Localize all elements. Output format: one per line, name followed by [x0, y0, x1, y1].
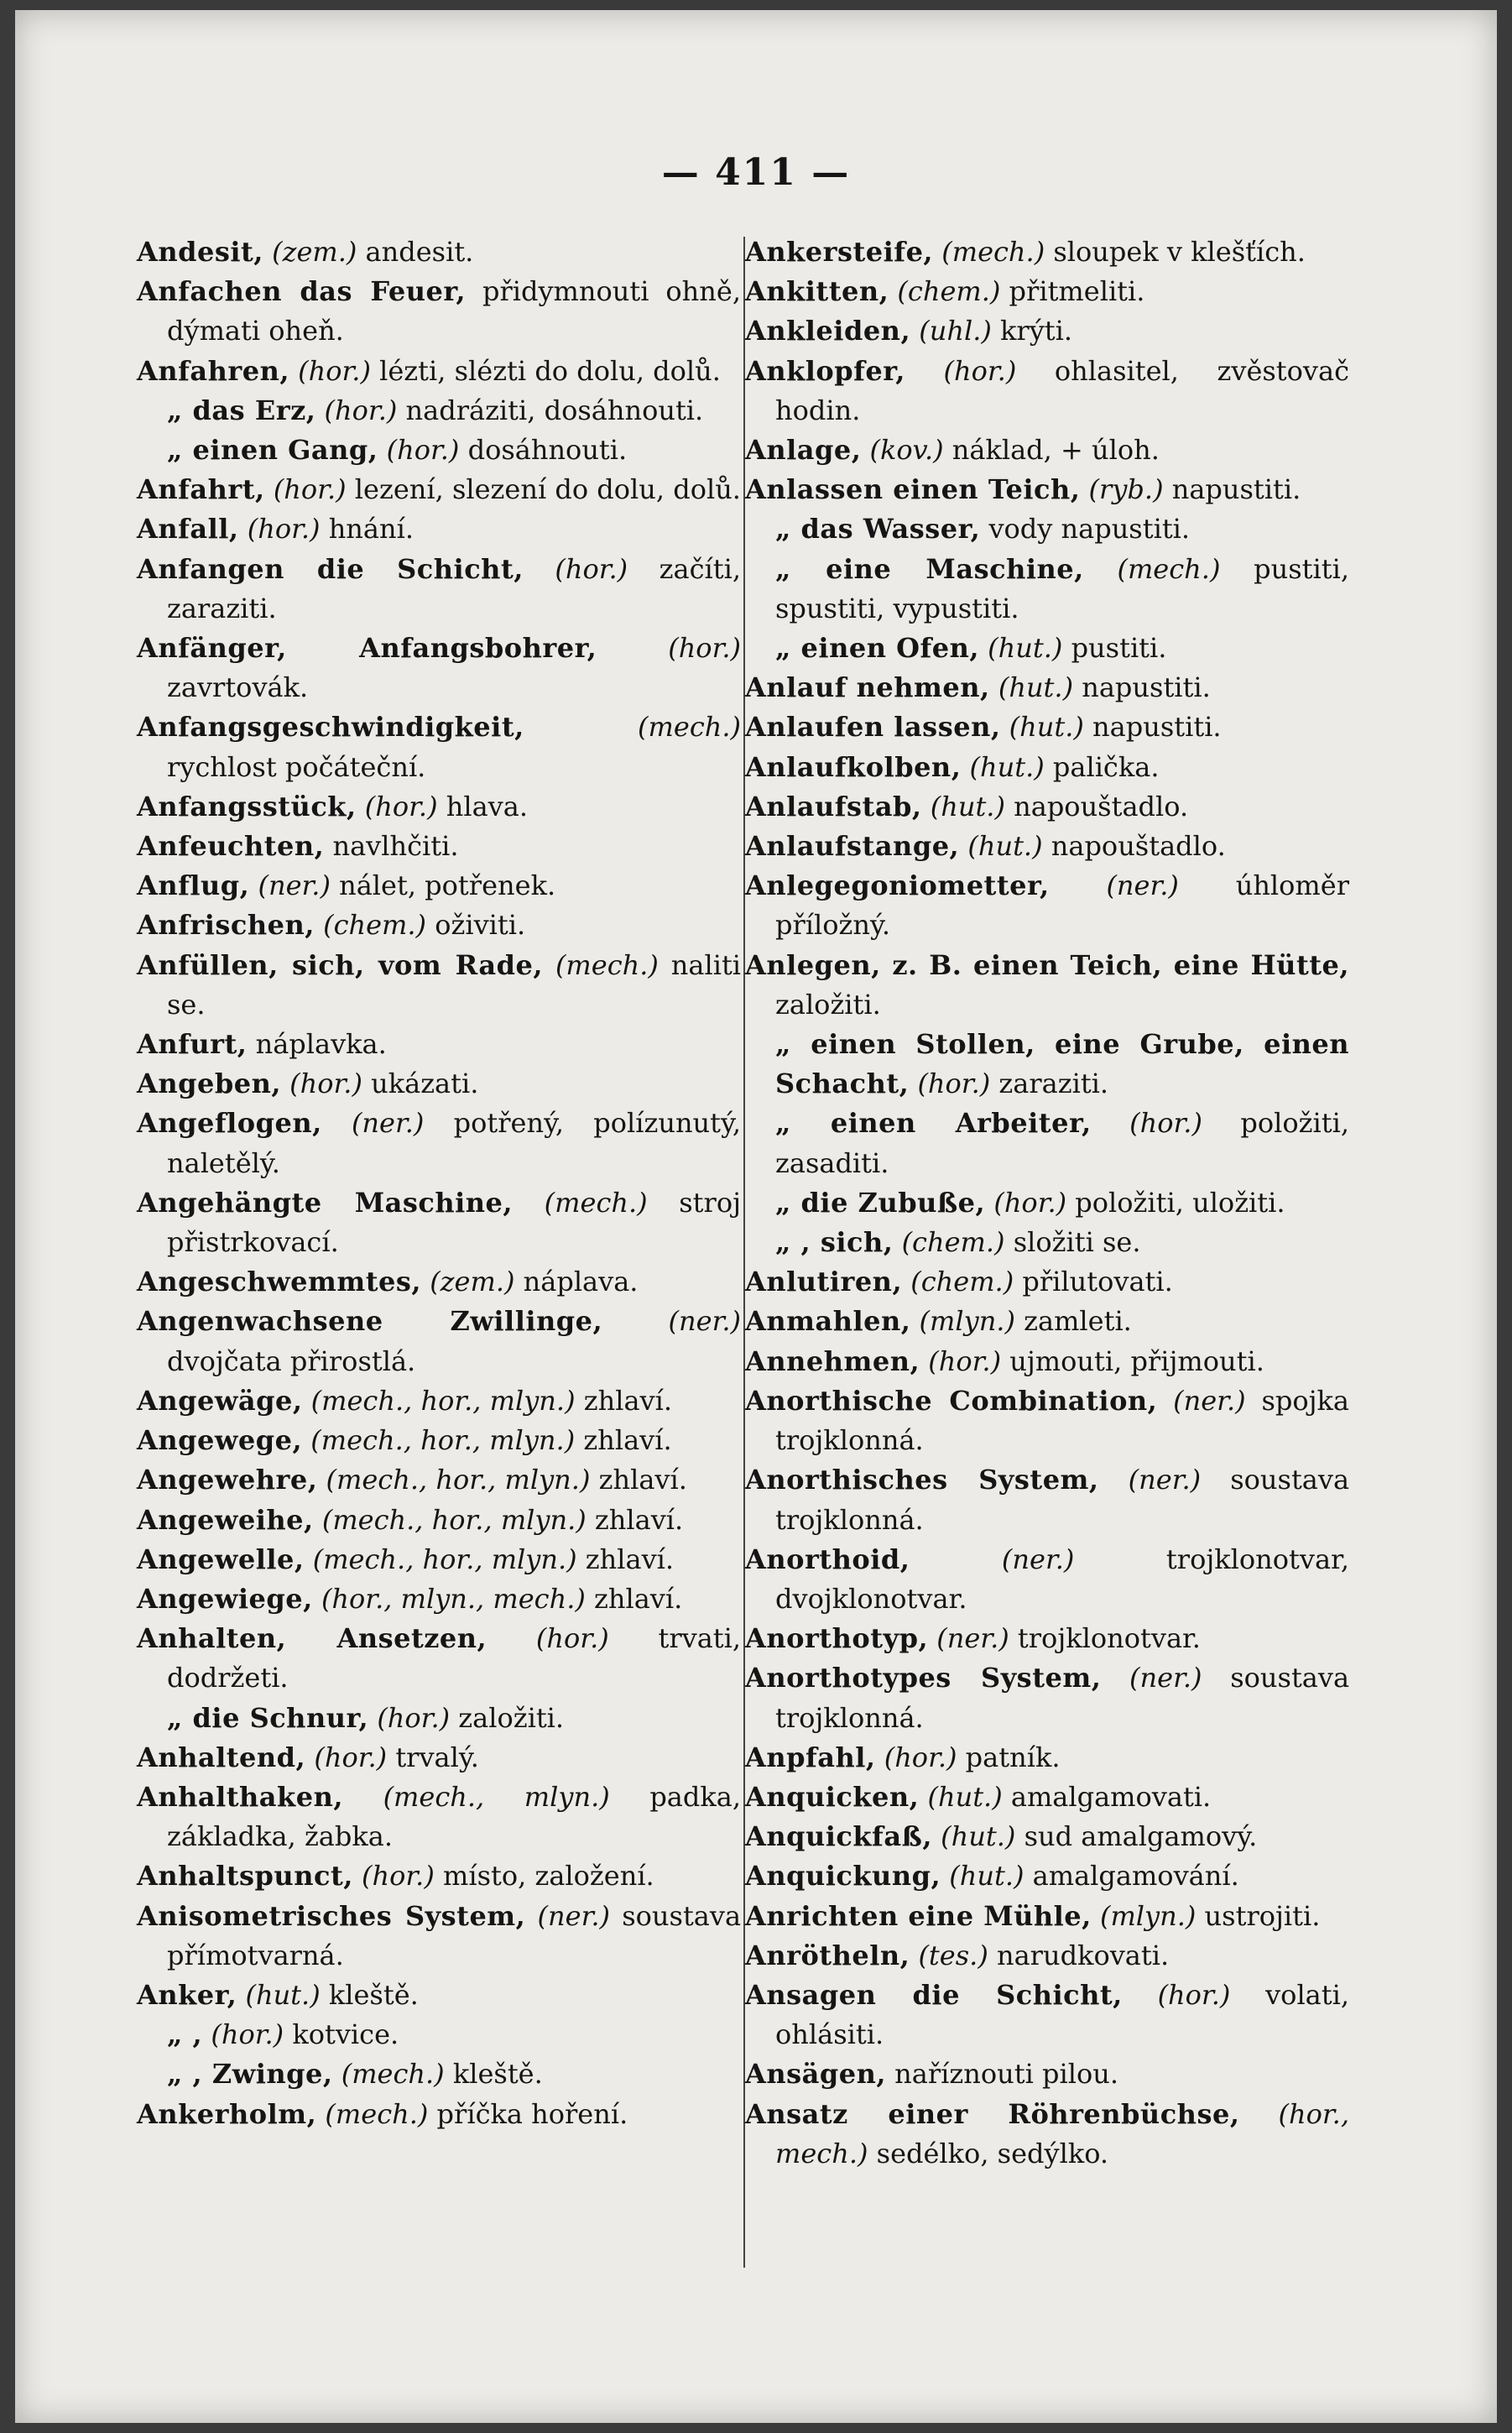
entry-field-abbreviation: (mech., mlyn.): [383, 1780, 610, 1813]
entry-translation: trvati, dodržeti.: [167, 1622, 742, 1694]
dictionary-entry: [137, 1025, 741, 1064]
entry-field-abbreviation: (ner.): [936, 1622, 1009, 1655]
entry-field-abbreviation: (hut.): [998, 671, 1074, 704]
entry-field-abbreviation: (ner.): [1001, 1543, 1075, 1575]
entry-translation: kleště.: [452, 2058, 543, 2091]
entry-translation: zamleti.: [1024, 1305, 1132, 1338]
entry-field-abbreviation: (zem.): [272, 236, 357, 268]
entry-field-abbreviation: (mech., hor., mlyn.): [326, 1464, 591, 1496]
entry-headword: Anlaufkolben,: [745, 750, 962, 783]
dictionary-entry: [745, 232, 1349, 272]
entry-field-abbreviation: (chem.): [323, 909, 427, 942]
entry-headword: Anmahlen,: [745, 1305, 911, 1338]
dictionary-entry: [137, 629, 741, 707]
entry-headword: „ , Zwinge,: [167, 2058, 333, 2091]
entry-translation: zhlaví.: [585, 1543, 675, 1575]
entry-translation: kleště.: [328, 1978, 419, 2011]
entry-headword: Annehmen,: [745, 1344, 920, 1377]
entry-headword: Ankersteife,: [745, 236, 934, 268]
entry-translation: náplava.: [523, 1266, 639, 1298]
dictionary-entry: [745, 1856, 1349, 1896]
dictionary-entry: [137, 1104, 741, 1183]
entry-field-abbreviation: (ner.): [1128, 1464, 1202, 1496]
dictionary-entry: [137, 1856, 741, 1896]
dictionary-entry: [745, 352, 1349, 431]
dictionary-entry: [745, 431, 1349, 470]
dictionary-entry: [137, 1501, 741, 1540]
entry-translation: spojka trojklonná.: [775, 1384, 1349, 1457]
entry-headword: Anisometrisches System,: [137, 1899, 526, 1932]
entry-translation: ustrojiti.: [1204, 1899, 1321, 1932]
entry-translation: zaraziti.: [998, 1068, 1109, 1100]
dictionary-entry: [137, 1381, 741, 1421]
entry-translation: zhlaví.: [583, 1384, 672, 1417]
dictionary-entry: [137, 787, 741, 827]
dictionary-entry: [745, 1778, 1349, 1817]
entry-headword: Anlaufstange,: [745, 830, 960, 863]
entry-field-abbreviation: (hor.): [273, 473, 347, 506]
entry-field-abbreviation: (mech.): [1117, 552, 1221, 585]
entry-headword: „ die Schnur,: [167, 1701, 369, 1734]
entry-translation: zhlaví.: [583, 1424, 672, 1457]
entry-translation: úhloměr příložný.: [775, 869, 1349, 942]
entry-field-abbreviation: (hor.): [1129, 1107, 1202, 1140]
entry-headword: Anlage,: [745, 434, 862, 467]
entry-headword: „ einen Ofen,: [775, 632, 979, 665]
entry-field-abbreviation: (ner.): [258, 869, 331, 902]
entry-field-abbreviation: (ryb.): [1088, 473, 1164, 506]
entry-field-abbreviation: (tes.): [918, 1939, 988, 1971]
entry-field-abbreviation: (hut.): [967, 830, 1043, 863]
entry-translation: rychlost počáteční.: [167, 750, 426, 783]
entry-headword: Angewäge,: [137, 1384, 303, 1417]
entry-translation: napouštadlo.: [1014, 790, 1189, 822]
entry-field-abbreviation: (hut.): [988, 632, 1063, 665]
entry-headword: Anfänger, Anfangsbohrer,: [137, 632, 597, 665]
entry-field-abbreviation: (mech.): [544, 1186, 648, 1219]
dictionary-entry: [137, 2095, 741, 2134]
entry-headword: Angeflogen,: [137, 1107, 322, 1140]
entry-field-abbreviation: (hut.): [245, 1978, 321, 2011]
dictionary-entry: [137, 1262, 741, 1302]
entry-translation: příčka hoření.: [436, 2097, 628, 2130]
entry-headword: Ansagen die Schicht,: [745, 1978, 1123, 2011]
entry-field-abbreviation: (mech.): [341, 2058, 445, 2091]
entry-translation: trojklonotvar, dvojklonotvar.: [775, 1543, 1349, 1615]
entry-translation: zavrtovák.: [167, 671, 309, 704]
dictionary-entry: [137, 1976, 741, 2015]
dictionary-entry: [745, 509, 1349, 549]
dictionary-entry: [745, 272, 1349, 311]
entry-headword: Ansatz einer Röhrenbüchse,: [745, 2097, 1240, 2130]
entry-field-abbreviation: (chem.): [910, 1266, 1014, 1298]
dictionary-entry: [745, 1183, 1349, 1223]
entry-field-abbreviation: (hor.): [364, 790, 438, 822]
dictionary-entry: [745, 827, 1349, 866]
entry-translation: dosáhnouti.: [467, 434, 628, 467]
entry-headword: Anfüllen, sich, vom Rade,: [137, 948, 544, 981]
entry-translation: trojklonotvar.: [1017, 1622, 1201, 1655]
entry-headword: Anlaufen lassen,: [745, 711, 1001, 744]
entry-translation: lézti, slézti do dolu, dolů.: [379, 354, 721, 387]
entry-translation: zhlaví.: [594, 1503, 684, 1536]
entry-field-abbreviation: (mlyn.): [919, 1305, 1015, 1338]
entry-headword: Anhaltspunct,: [137, 1860, 353, 1893]
dictionary-entry: [745, 470, 1349, 509]
entry-field-abbreviation: (hor.): [917, 1068, 991, 1100]
entry-headword: Anrötheln,: [745, 1939, 910, 1971]
dictionary-entry: [137, 946, 741, 1025]
entry-headword: „ einen Arbeiter,: [775, 1107, 1092, 1140]
entry-field-abbreviation: (ner.): [1129, 1662, 1202, 1694]
entry-translation: napustiti.: [1082, 671, 1211, 704]
entry-translation: nálet, potřenek.: [339, 869, 556, 902]
entry-translation: vody napustiti.: [988, 513, 1191, 546]
entry-translation: hlava.: [446, 790, 528, 822]
entry-headword: Anfall,: [137, 513, 239, 546]
entry-translation: pustiti, spustiti, vypustiti.: [775, 552, 1350, 624]
dictionary-entry: [137, 550, 741, 629]
dictionary-entry: [745, 2095, 1349, 2174]
entry-field-abbreviation: (ner.): [1106, 869, 1179, 902]
dictionary-entry: [745, 629, 1349, 668]
entry-translation: přilutovati.: [1022, 1266, 1173, 1298]
entry-translation: sud amalgamový.: [1024, 1820, 1258, 1853]
dictionary-entry: [137, 431, 741, 470]
entry-translation: amalgamovati.: [1010, 1780, 1212, 1813]
entry-translation: složiti se.: [1013, 1226, 1141, 1259]
entry-headword: Anflug,: [137, 869, 250, 902]
entry-headword: Anker,: [137, 1978, 237, 2011]
entry-headword: Anquickung,: [745, 1860, 941, 1893]
dictionary-entry: [745, 1817, 1349, 1856]
dictionary-entry: [745, 946, 1349, 1025]
dictionary-entry: [137, 707, 741, 786]
entry-field-abbreviation: (hor.): [928, 1344, 1002, 1377]
entry-translation: potřený, polízunutý, naletělý.: [167, 1107, 742, 1179]
entry-translation: andesit.: [365, 236, 474, 268]
entry-translation: trvalý.: [395, 1741, 479, 1773]
entry-translation: položiti, uložiti.: [1075, 1186, 1285, 1219]
entry-headword: Anorthoid,: [745, 1543, 910, 1575]
dictionary-entry: [137, 1064, 741, 1104]
entry-translation: napouštadlo.: [1051, 830, 1226, 863]
dictionary-entry: [745, 1976, 1349, 2054]
entry-headword: „ ,: [167, 2018, 203, 2051]
entry-headword: Angeschwemmtes,: [137, 1266, 422, 1298]
dictionary-entry: [745, 748, 1349, 787]
entry-field-abbreviation: (ner.): [351, 1107, 425, 1140]
entry-translation: sloupek v klešťích.: [1053, 236, 1306, 268]
entry-headword: Anklopfer,: [745, 354, 905, 387]
entry-translation: krýti.: [1000, 315, 1073, 347]
entry-translation: hnání.: [328, 513, 414, 546]
entry-headword: Ankleiden,: [745, 315, 911, 347]
entry-field-abbreviation: (hut.): [949, 1860, 1025, 1893]
entry-headword: Anorthotypes System,: [745, 1662, 1102, 1694]
entry-translation: přitmeliti.: [1009, 275, 1145, 308]
entry-field-abbreviation: (chem.): [901, 1226, 1005, 1259]
entry-headword: Anfangsstück,: [137, 790, 357, 822]
dictionary-entry: [745, 1025, 1349, 1104]
dictionary-entry: [137, 1540, 741, 1579]
entry-field-abbreviation: (hut.): [930, 790, 1005, 822]
entry-headword: Anfrischen,: [137, 909, 315, 942]
entry-headword: Anorthisches System,: [745, 1464, 1099, 1496]
dictionary-entry: [745, 1302, 1349, 1341]
dictionary-entry: [137, 827, 741, 866]
entry-headword: Ankitten,: [745, 275, 889, 308]
entry-translation: naříznouti pilou.: [894, 2058, 1118, 2091]
entry-translation: narudkovati.: [996, 1939, 1170, 1971]
entry-field-abbreviation: (zem.): [430, 1266, 515, 1298]
entry-field-abbreviation: (hor.): [535, 1622, 609, 1655]
entry-headword: Ankerholm,: [137, 2097, 317, 2130]
entry-translation: soustava trojklonná.: [775, 1662, 1350, 1734]
page-number: — 411 —: [661, 151, 851, 194]
entry-field-abbreviation: (hor.): [289, 1068, 362, 1100]
entry-field-abbreviation: (hor.): [1157, 1978, 1231, 2011]
right-column: [745, 232, 1349, 2174]
dictionary-entry: [745, 311, 1349, 351]
entry-field-abbreviation: (hor.): [884, 1741, 957, 1773]
entry-translation: dvojčata přirostlá.: [167, 1344, 416, 1377]
entry-translation: založiti.: [458, 1701, 565, 1734]
dictionary-entry: [137, 1460, 741, 1500]
entry-headword: Anpfahl,: [745, 1741, 876, 1773]
entry-translation: ohlasitel, zvěstovač hodin.: [775, 354, 1350, 426]
dictionary-entry: [137, 391, 741, 431]
entry-headword: Anorthotyp,: [745, 1622, 929, 1655]
entry-translation: amalgamování.: [1032, 1860, 1239, 1893]
entry-translation: ukázati.: [371, 1068, 479, 1100]
entry-translation: soustava trojklonná.: [775, 1464, 1350, 1536]
entry-headword: Angewehre,: [137, 1464, 318, 1496]
dictionary-entry: [137, 1897, 741, 1976]
entry-headword: „ einen Stollen, eine Grube, einen Schacht,: [775, 1028, 1349, 1100]
dictionary-entry: [745, 707, 1349, 747]
entry-field-abbreviation: (mech., hor., mlyn.): [321, 1503, 587, 1536]
entry-field-abbreviation: (mech.): [325, 2097, 429, 2130]
entry-headword: Angehängte Maschine,: [137, 1186, 514, 1219]
entry-headword: Angewelle,: [137, 1543, 305, 1575]
entry-headword: Anquickfaß,: [745, 1820, 932, 1853]
entry-headword: Anhalten, Ansetzen,: [137, 1622, 487, 1655]
entry-field-abbreviation: (hor.): [211, 2018, 284, 2051]
entry-field-abbreviation: (hor., mlyn., mech.): [321, 1582, 586, 1615]
entry-field-abbreviation: (chem.): [897, 275, 1001, 308]
dictionary-entry: [745, 1936, 1349, 1976]
dictionary-entry: [137, 352, 741, 391]
entry-field-abbreviation: (hor., mech.): [775, 2097, 1349, 2169]
dictionary-entry: [137, 509, 741, 549]
entry-field-abbreviation: (hut.): [941, 1820, 1016, 1853]
entry-translation: založiti.: [775, 988, 881, 1021]
dictionary-entry: [137, 2054, 741, 2094]
entry-field-abbreviation: (ner.): [1173, 1384, 1246, 1417]
entry-headword: Anlauf nehmen,: [745, 671, 990, 704]
entry-field-abbreviation: (hut.): [927, 1780, 1003, 1813]
entry-headword: Angenwachsene Zwillinge,: [137, 1305, 603, 1338]
dictionary-entry: [745, 1342, 1349, 1381]
entry-field-abbreviation: (hor.): [314, 1741, 388, 1773]
dictionary-entry: [745, 787, 1349, 827]
entry-field-abbreviation: (hor.): [993, 1186, 1067, 1219]
entry-headword: Anquicken,: [745, 1780, 920, 1813]
entry-headword: Anlassen einen Teich,: [745, 473, 1081, 506]
entry-field-abbreviation: (uhl.): [919, 315, 992, 347]
entry-translation: naliti se.: [167, 948, 742, 1021]
entry-headword: Anfangen die Schicht,: [137, 552, 524, 585]
dictionary-entry: [745, 1658, 1349, 1737]
entry-headword: Andesit,: [137, 236, 263, 268]
entry-headword: Anlaufstab,: [745, 790, 922, 822]
left-column: [137, 232, 741, 2134]
entry-headword: Anfeuchten,: [137, 830, 325, 863]
entry-translation: lezení, slezení do dolu, dolů.: [354, 473, 741, 506]
entry-field-abbreviation: (mech., hor., mlyn.): [310, 1384, 576, 1417]
entry-translation: sedélko, sedýlko.: [876, 2137, 1109, 2169]
dictionary-page: [15, 10, 1497, 2423]
dictionary-entry: [137, 232, 741, 272]
entry-translation: padka, základka, žabka.: [167, 1780, 741, 1853]
entry-translation: zhlaví.: [594, 1582, 683, 1615]
entry-headword: Anfachen das Feuer,: [137, 275, 467, 308]
entry-field-abbreviation: (hor.): [298, 354, 371, 387]
entry-field-abbreviation: (mech., hor., mlyn.): [312, 1543, 577, 1575]
dictionary-entry: [137, 1699, 741, 1738]
entry-headword: Anlegegoniometter,: [745, 869, 1050, 902]
entry-translation: pustiti.: [1071, 632, 1167, 665]
dictionary-entry: [137, 1183, 741, 1262]
entry-field-abbreviation: (hor.): [324, 394, 398, 426]
dictionary-entry: [137, 272, 741, 351]
entry-headword: Anlegen, z. B. einen Teich, eine Hütte,: [745, 948, 1349, 981]
entry-translation: kotvice.: [292, 2018, 399, 2051]
dictionary-entry: [745, 1223, 1349, 1262]
entry-field-abbreviation: (kov.): [869, 434, 944, 467]
dictionary-entry: [745, 1738, 1349, 1778]
entry-field-abbreviation: (hor.): [668, 632, 741, 665]
entry-headword: Angeweihe,: [137, 1503, 314, 1536]
dictionary-entry: [745, 1460, 1349, 1539]
entry-headword: „ einen Gang,: [167, 434, 378, 467]
entry-translation: místo, založení.: [443, 1860, 654, 1893]
entry-translation: stroj přistrkovací.: [167, 1186, 742, 1259]
entry-translation: napustiti.: [1092, 711, 1222, 744]
dictionary-entry: [137, 1619, 741, 1698]
entry-translation: položiti, zasaditi.: [775, 1107, 1350, 1179]
entry-field-abbreviation: (mech.): [638, 711, 741, 744]
dictionary-entry: [137, 2015, 741, 2054]
dictionary-entry: [745, 1540, 1349, 1619]
entry-headword: Anfurt,: [137, 1028, 248, 1061]
entry-headword: Anlutiren,: [745, 1266, 903, 1298]
entry-translation: začíti, zaraziti.: [167, 552, 742, 624]
entry-field-abbreviation: (hor.): [555, 552, 628, 585]
entry-translation: volati, ohlásiti.: [775, 1978, 1350, 2051]
entry-translation: nadráziti, dosáhnouti.: [405, 394, 704, 426]
entry-translation: náplavka.: [255, 1028, 387, 1061]
entry-headword: „ die Zubuße,: [775, 1186, 986, 1219]
dictionary-entry: [745, 550, 1349, 629]
entry-field-abbreviation: (hor.): [247, 513, 321, 546]
entry-field-abbreviation: (hor.): [362, 1860, 435, 1893]
entry-field-abbreviation: (hut.): [1009, 711, 1084, 744]
entry-headword: Angewiege,: [137, 1582, 313, 1615]
entry-field-abbreviation: (mech.): [941, 236, 1045, 268]
entry-headword: Angewege,: [137, 1424, 303, 1457]
entry-field-abbreviation: (ner.): [537, 1899, 610, 1932]
dictionary-entry: [137, 1579, 741, 1619]
dictionary-entry: [745, 1619, 1349, 1658]
dictionary-entry: [137, 866, 741, 906]
entry-translation: zhlaví.: [598, 1464, 687, 1496]
entry-field-abbreviation: (hor.): [943, 354, 1017, 387]
entry-headword: Anfahren,: [137, 354, 289, 387]
entry-headword: „ das Wasser,: [775, 513, 981, 546]
entry-translation: patník.: [965, 1741, 1061, 1773]
dictionary-entry: [745, 668, 1349, 707]
entry-headword: „ , sich,: [775, 1226, 894, 1259]
entry-field-abbreviation: (hor.): [386, 434, 460, 467]
dictionary-entry: [137, 1421, 741, 1460]
entry-headword: Anrichten eine Mühle,: [745, 1899, 1092, 1932]
dictionary-entry: [745, 1262, 1349, 1302]
entry-field-abbreviation: (hut.): [969, 750, 1045, 783]
entry-translation: palička.: [1052, 750, 1160, 783]
entry-translation: soustava přímotvarná.: [167, 1899, 742, 1971]
dictionary-entry: [137, 906, 741, 945]
entry-headword: „ das Erz,: [167, 394, 316, 426]
entry-field-abbreviation: (mech.): [555, 948, 659, 981]
dictionary-entry: [745, 866, 1349, 945]
entry-headword: Anfahrt,: [137, 473, 265, 506]
entry-field-abbreviation: (mlyn.): [1099, 1899, 1197, 1932]
entry-headword: Anfangsgeschwindigkeit,: [137, 711, 524, 744]
entry-headword: „ eine Maschine,: [775, 552, 1084, 585]
entry-translation: oživiti.: [435, 909, 526, 942]
dictionary-entry: [137, 1738, 741, 1778]
entry-translation: napustiti.: [1171, 473, 1301, 506]
entry-translation: navlhčiti.: [332, 830, 459, 863]
entry-translation: ujmouti, přijmouti.: [1009, 1344, 1264, 1377]
dictionary-entry: [745, 1381, 1349, 1460]
entry-headword: Anorthische Combination,: [745, 1384, 1158, 1417]
entry-field-abbreviation: (mech., hor., mlyn.): [310, 1424, 576, 1457]
entry-headword: Anhaltend,: [137, 1741, 306, 1773]
entry-translation: přidymnouti ohně, dýmati oheň.: [167, 275, 741, 347]
dictionary-entry: [745, 1104, 1349, 1183]
entry-headword: Ansägen,: [745, 2058, 886, 2091]
entry-headword: Angeben,: [137, 1068, 281, 1100]
entry-field-abbreviation: (hor.): [377, 1701, 451, 1734]
entry-field-abbreviation: (ner.): [668, 1305, 742, 1338]
dictionary-entry: [745, 2054, 1349, 2094]
dictionary-entry: [745, 1897, 1349, 1936]
dictionary-entry: [137, 470, 741, 509]
entry-headword: Anhalthaken,: [137, 1780, 343, 1813]
dictionary-entry: [137, 1778, 741, 1856]
dictionary-entry: [137, 1302, 741, 1381]
entry-translation: náklad, + úloh.: [952, 434, 1160, 467]
